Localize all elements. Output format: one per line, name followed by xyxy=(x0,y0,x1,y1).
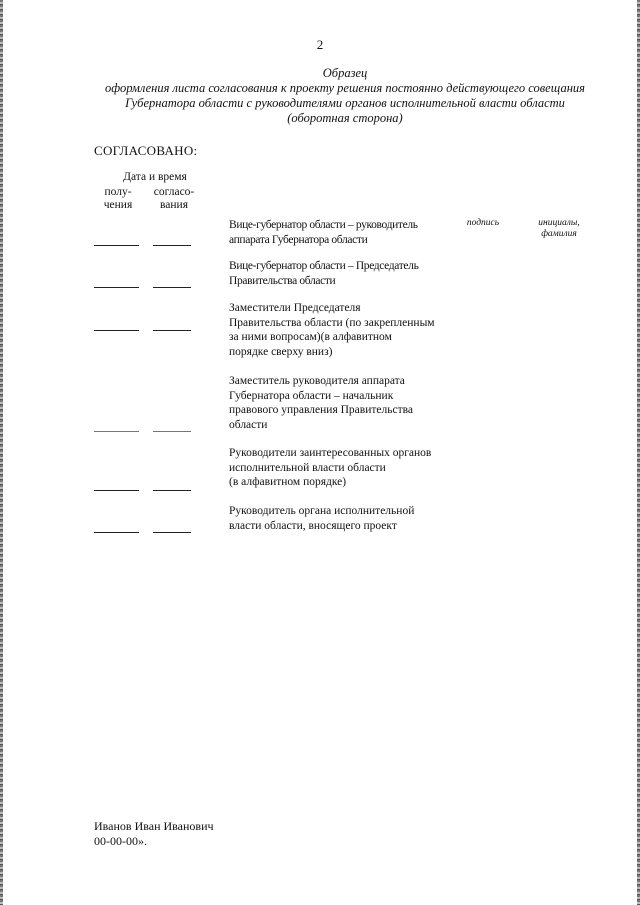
signature-column-header: подпись xyxy=(466,218,500,228)
received-date-line xyxy=(94,490,139,491)
scan-edge-left xyxy=(0,0,3,905)
approved-column-header: согласо- вания xyxy=(153,186,195,211)
approver-title: Вице-губернатор области – руководитель аппарата Губернатора области xyxy=(229,219,418,246)
received-column-header: полу- чения xyxy=(103,186,133,211)
received-date-line xyxy=(94,431,139,432)
header-title: Образец xyxy=(322,66,368,80)
document-header xyxy=(90,66,600,126)
approver-title: Руководители заинтересованных органов исполнительной власти области (в алфавитном порядке) xyxy=(229,447,432,488)
approved-date-line xyxy=(153,245,191,246)
datetime-column-title: Дата и время xyxy=(123,171,187,183)
received-date-line xyxy=(94,287,139,288)
approved-date-line xyxy=(153,287,191,288)
approved-date-line xyxy=(153,490,191,491)
approver-title: Вице-губернатор области – Председатель Правительства области xyxy=(229,260,419,287)
header-line: (оборотная сторона) xyxy=(287,111,403,125)
page-number: 2 xyxy=(316,37,324,52)
approver-title: Заместители Председателя Правительства области (по закрепленным за ними вопросам)(в алфавитном порядке сверху вниз) xyxy=(229,302,435,358)
approved-date-line xyxy=(153,330,191,331)
header-line: оформления листа согласования к проекту решения постоянно действующего совещания xyxy=(105,81,585,95)
initials-column-header: инициалы, фамилия xyxy=(538,218,580,239)
received-date-line xyxy=(94,330,139,331)
approved-date-line xyxy=(153,532,191,533)
signer-block xyxy=(94,819,214,849)
approver-title: Руководитель органа исполнительной власти области, вносящего проект xyxy=(229,505,415,532)
signer-name: Иванов Иван Иванович xyxy=(94,819,214,833)
approver-title: Заместитель руководителя аппарата Губернатора области – начальник правового управления Правительства области xyxy=(229,375,413,431)
agreed-label: СОГЛАСОВАНО: xyxy=(94,143,198,158)
signer-phone: 00-00-00». xyxy=(94,834,147,848)
received-date-line xyxy=(94,245,139,246)
approved-date-line xyxy=(153,431,191,432)
header-line: Губернатора области с руководителями органов исполнительной власти области xyxy=(125,96,565,110)
received-date-line xyxy=(94,532,139,533)
